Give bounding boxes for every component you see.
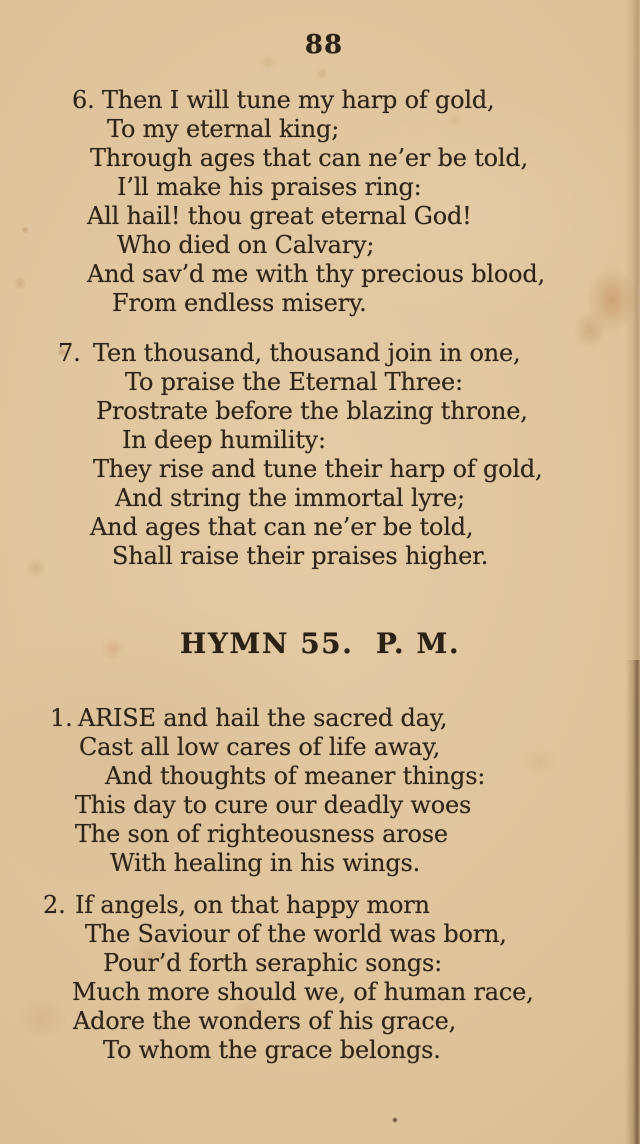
hymn-55-heading: HYMN 55. P. M. — [179, 627, 461, 660]
verse-line-text: ARISE and hail the sacred day, — [78, 704, 448, 732]
verse-line: They rise and tune their harp of gold, — [93, 455, 543, 483]
verse-number: 1. — [50, 704, 73, 732]
verse-line: The son of righteousness arose — [75, 820, 448, 848]
verse-line — [43, 891, 640, 920]
verse-line — [58, 339, 640, 368]
verse-line: And ages that can ne’er be told, — [90, 513, 474, 541]
verse-line-text: If angels, on that happy morn — [75, 891, 430, 919]
verse-line: The Saviour of the world was born, — [85, 920, 507, 948]
verse-line: To praise the Eternal Three: — [125, 368, 463, 396]
verse-number: 7. — [58, 339, 81, 367]
hymn-54-verse-6 — [0, 86, 640, 318]
verse-line-text: Then I will tune my harp of gold, — [102, 86, 495, 114]
verse-line: And sav’d me with thy precious blood, — [87, 260, 545, 288]
verse-line: And thoughts of meaner things: — [105, 762, 486, 790]
hymn-55-verse-2 — [0, 891, 640, 1065]
verse-line-text: Ten thousand, thousand join in one, — [93, 339, 521, 367]
verse-line: Prostrate before the blazing throne, — [96, 397, 528, 425]
verse-line: Shall raise their praises higher. — [112, 542, 489, 570]
verse-line — [50, 704, 640, 733]
verse-line: I’ll make his praises ring: — [117, 173, 422, 201]
verse-number: 6. — [72, 86, 95, 114]
verse-line: Through ages that can ne’er be told, — [90, 144, 528, 172]
verse-line: All hail! thou great eternal God! — [87, 202, 472, 230]
hymn-54-verse-7 — [0, 339, 640, 571]
verse-line: Much more should we, of human race, — [72, 978, 534, 1006]
verse-line — [72, 86, 640, 115]
verse-line: With healing in his wings. — [110, 849, 421, 877]
verse-line: This day to cure our deadly woes — [75, 791, 472, 819]
verse-line: Pour’d forth seraphic songs: — [103, 949, 442, 977]
verse-line: Cast all low cares of life away, — [79, 733, 441, 761]
verse-line: Who died on Calvary; — [117, 231, 375, 259]
hymn-55-verse-1 — [0, 704, 640, 878]
page-edge-shadow-lower — [626, 660, 640, 1144]
verse-line: To whom the grace belongs. — [103, 1036, 441, 1064]
verse-line: And string the immortal lyre; — [115, 484, 465, 512]
verse-line: To my eternal king; — [107, 115, 340, 143]
page-number: 88 — [304, 30, 344, 60]
verse-number: 2. — [43, 891, 66, 919]
verse-line: From endless misery. — [112, 289, 367, 317]
verse-line: Adore the wonders of his grace, — [73, 1007, 457, 1035]
verse-line: In deep humility: — [122, 426, 326, 454]
